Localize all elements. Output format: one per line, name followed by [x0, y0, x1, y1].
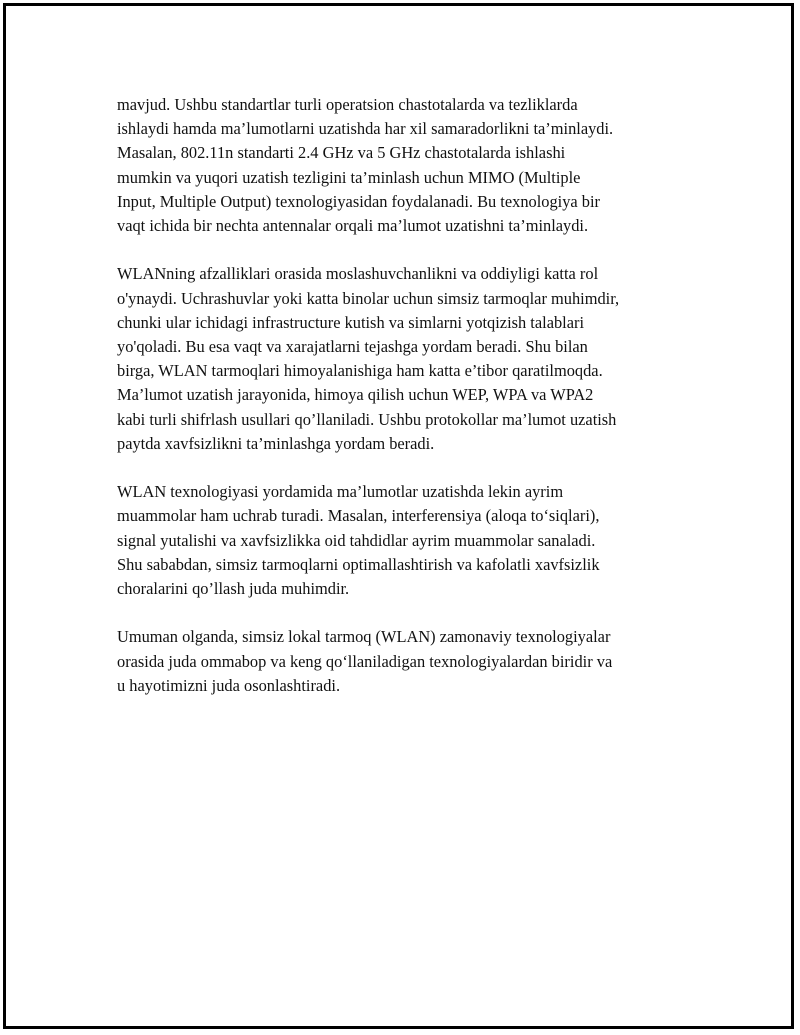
- text-line: o'ynaydi. Uchrashuvlar yoki katta binolar uchun simsiz tarmoqlar muhimdir,: [117, 288, 620, 308]
- text-line: chunki ular ichidagi infrastructure kutish va simlarni yotqizish talablari: [117, 312, 585, 332]
- text-line: signal yutalishi va xavfsizlikka oid tahdidlar ayrim muammolar sanaladi.: [117, 530, 596, 550]
- text-line: WLANning afzalliklari orasida moslashuvchanlikni va oddiyligi katta rol: [117, 264, 599, 284]
- text-line: Umuman olganda, simsiz lokal tarmoq (WLAN) zamonaviy texnologiyalar: [117, 627, 611, 647]
- text-line: paytda xavfsizlikni ta’minlashga yordam beradi.: [117, 433, 435, 453]
- text-line: Input, Multiple Output) texnologiyasidan foydalanadi. Bu texnologiya bir: [117, 191, 600, 211]
- text-line: kabi turli shifrlash usullari qo’llaniladi. Ushbu protokollar ma’lumot uzatish: [117, 409, 617, 429]
- paragraph-conclusion: [117, 625, 687, 698]
- text-line: birga, WLAN tarmoqlari himoyalanishiga ham katta e’tibor qaratilmoqda.: [117, 361, 603, 381]
- text-line: muammolar ham uchrab turadi. Masalan, interferensiya (aloqa to‘siqlari),: [117, 506, 600, 526]
- text-line: mavjud. Ushbu standartlar turli operatsion chastotalarda va tezliklarda: [117, 95, 578, 114]
- document-body: [117, 93, 687, 722]
- text-line: mumkin va yuqori uzatish tezligini ta’minlash uchun MIMO (Multiple: [117, 167, 581, 187]
- text-line: vaqt ichida bir nechta antennalar orqali ma’lumot uzatishni ta’minlaydi.: [117, 216, 589, 236]
- text-line: Ma’lumot uzatish jarayonida, himoya qilish uchun WEP, WPA va WPA2: [117, 385, 594, 405]
- paragraph-mimo: [117, 93, 687, 238]
- text-line: ishlaydi hamda ma’lumotlarni uzatishda har xil samaradorlikni ta’minlaydi.: [117, 119, 614, 139]
- text-line: yo'qoladi. Bu esa vaqt va xarajatlarni tejashga yordam beradi. Shu bilan: [117, 337, 588, 357]
- text-line: choralarini qo’llash juda muhimdir.: [117, 579, 350, 599]
- paragraph-advantages: [117, 262, 687, 456]
- text-line: Shu sababdan, simsiz tarmoqlarni optimallashtirish va kafolatli xavfsizlik: [117, 554, 600, 574]
- text-line: orasida juda ommabop va keng qo‘llaniladigan texnologiyalardan biridir va: [117, 651, 613, 671]
- text-line: u hayotimizni juda osonlashtiradi.: [117, 675, 341, 695]
- paragraph-problems: [117, 480, 687, 601]
- text-line: WLAN texnologiyasi yordamida ma’lumotlar uzatishda lekin ayrim: [117, 482, 564, 502]
- text-line: Masalan, 802.11n standarti 2.4 GHz va 5 GHz chastotalarda ishlashi: [117, 143, 566, 163]
